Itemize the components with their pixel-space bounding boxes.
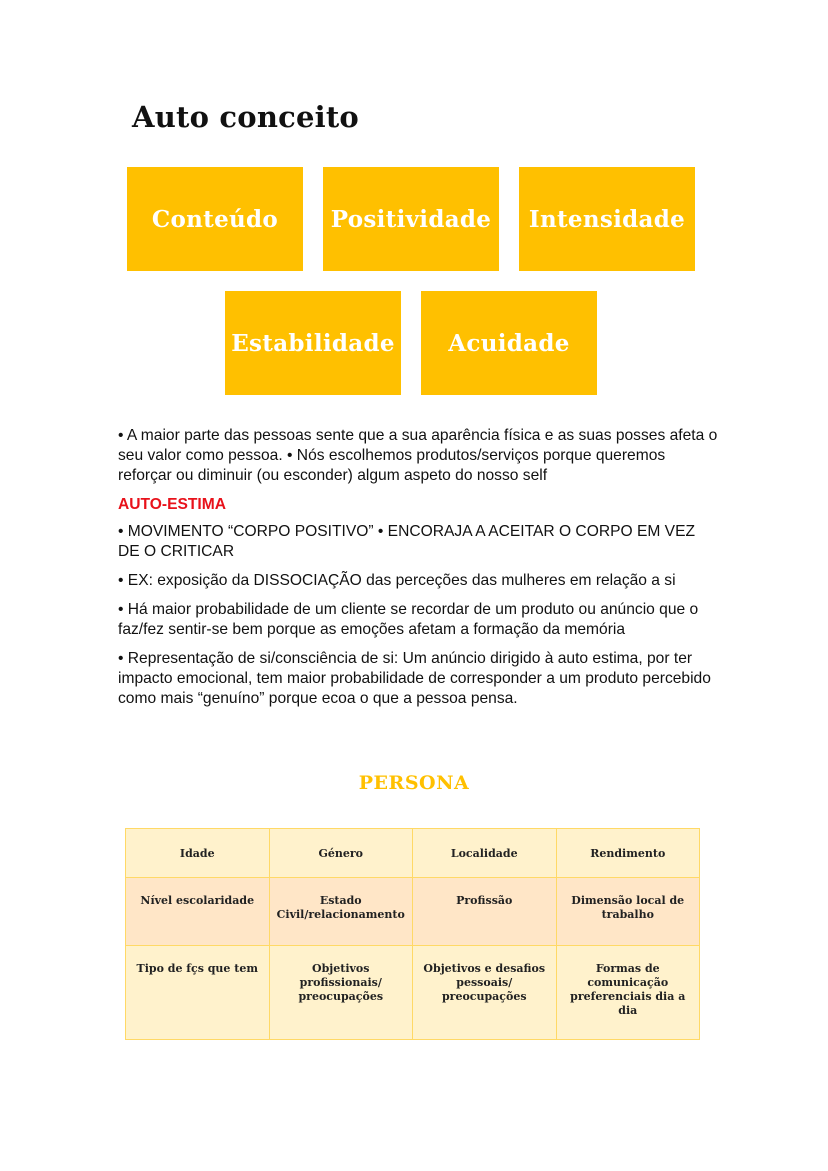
table-cell: Objetivos profissionais/ preocupações [269, 946, 413, 1040]
table-row [126, 829, 700, 878]
table-row [126, 946, 700, 1040]
persona-heading: PERSONA [358, 772, 470, 794]
concept-box-estabilidade: Estabilidade [225, 291, 401, 395]
paragraph-body-positive: • MOVIMENTO “CORPO POSITIVO” • ENCORAJA A ACEITAR O CORPO EM VEZ DE O CRITICAR [118, 523, 695, 560]
table-cell: Idade [126, 829, 270, 878]
table-cell: Formas de comunicação preferenciais dia a dia [556, 946, 700, 1040]
paragraph-self-image: • A maior parte das pessoas sente que a sua aparência física e as suas posses afeta o seu valor como pessoa. • Nós escolhemos produtos/serviços porque queremos reforçar ou diminuir (ou esconder) algum aspeto do nosso self [118, 427, 718, 484]
section-heading-auto-estima: AUTO-ESTIMA [118, 496, 226, 513]
table-cell: Profissão [413, 878, 557, 946]
concept-box-positividade: Positividade [323, 167, 499, 271]
table-cell: Nível escolaridade [126, 878, 270, 946]
paragraph-representation: • Representação de si/consciência de si: Um anúncio dirigido à auto estima, por ter impacto emocional, tem maior probabilidade de corresponder a um produto percebido como mais “genuíno” porque ecoa o que a pessoa pensa. [118, 650, 711, 707]
concept-box-conteudo: Conteúdo [127, 167, 303, 271]
concept-box-intensidade: Intensidade [519, 167, 695, 271]
page-title: Auto conceito [132, 100, 359, 134]
table-cell: Estado Civil/relacionamento [269, 878, 413, 946]
table-row [126, 878, 700, 946]
table-cell: Rendimento [556, 829, 700, 878]
table-cell: Género [269, 829, 413, 878]
paragraph-memory: • Há maior probabilidade de um cliente se recordar de um produto ou anúncio que o faz/fez sentir-se bem porque as emoções afetam a formação da memória [118, 601, 699, 638]
concept-box-acuidade: Acuidade [421, 291, 597, 395]
body-text [118, 426, 718, 718]
table-cell: Tipo de fçs que tem [126, 946, 270, 1040]
table-cell: Objetivos e desafios pessoais/ preocupações [413, 946, 557, 1040]
paragraph-example: • EX: exposição da DISSOCIAÇÃO das perceções das mulheres em relação a si [118, 572, 676, 589]
table-cell: Dimensão local de trabalho [556, 878, 700, 946]
table-cell: Localidade [413, 829, 557, 878]
persona-table [125, 828, 700, 1040]
